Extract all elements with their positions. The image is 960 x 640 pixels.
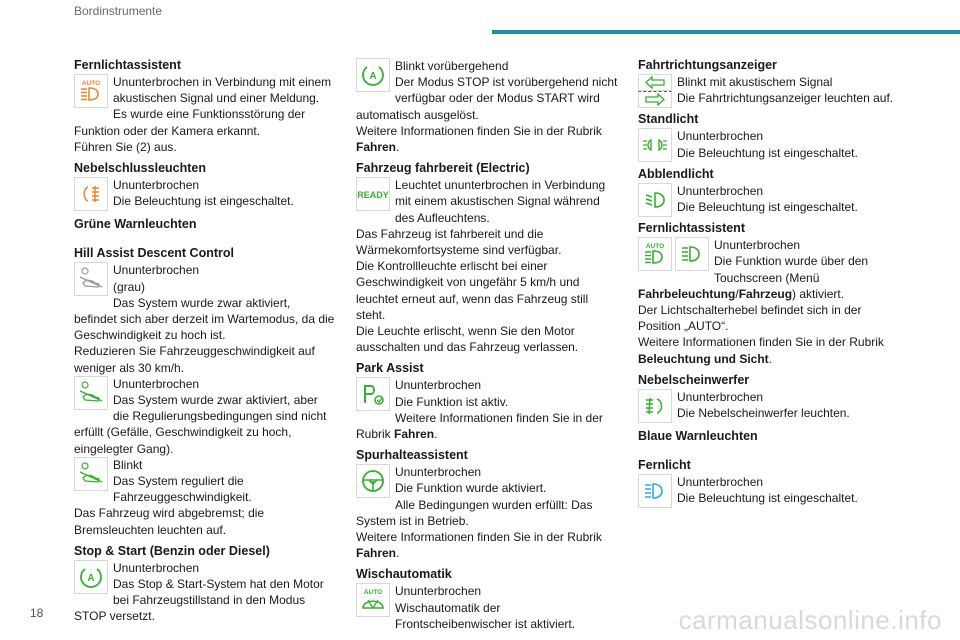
dipped-beam-icon bbox=[638, 183, 672, 217]
abblendlicht-heading: Abblendlicht bbox=[638, 166, 714, 181]
stopstart-entry bbox=[74, 560, 336, 625]
abblend-state: Ununterbrochen bbox=[677, 183, 764, 198]
stand-desc: Die Beleuchtung ist eingeschaltet. bbox=[677, 145, 858, 160]
nebelschlussleuchten-entry bbox=[74, 177, 336, 209]
standlicht-entry bbox=[638, 128, 900, 160]
hill-descent-icon bbox=[74, 262, 108, 296]
abblend-desc: Die Beleuchtung ist eingeschaltet. bbox=[677, 200, 858, 215]
nebelscheinwerfer-entry bbox=[638, 389, 900, 421]
park-assist-entry bbox=[356, 377, 618, 409]
svg-text:A: A bbox=[369, 71, 377, 82]
column-2 bbox=[356, 58, 618, 632]
turn-signal-icon bbox=[638, 74, 672, 91]
fernlicht-entry bbox=[638, 474, 900, 506]
column-3 bbox=[638, 58, 900, 509]
nebelschluss-desc: Die Beleuchtung ist eingeschaltet. bbox=[113, 194, 294, 209]
park-desc1: Die Funktion ist aktiv. bbox=[395, 394, 509, 409]
hadc1-desc2: Reduzieren Sie Fahrzeuggeschwindigkeit auf weniger als 30 km/h. bbox=[74, 344, 315, 375]
hadc3-desc2: Das Fahrzeug wird abgebremst; die Bremsleuchten leuchten auf. bbox=[74, 506, 265, 537]
park-desc2: Weitere Informationen finden Sie in der Rubrik Fahren. bbox=[356, 410, 603, 442]
fernlichtassistent-state: Ununterbrochen in Verbindung mit einem akustischen Signal und einer Meldung. bbox=[113, 75, 332, 106]
auto-wiper-icon bbox=[356, 583, 390, 617]
rear-fog-icon bbox=[74, 177, 108, 211]
fern-desc: Die Beleuchtung ist eingeschaltet. bbox=[677, 491, 858, 506]
wischautomatik-entry bbox=[356, 583, 618, 632]
stopstart-desc: Das Stop & Start-System hat den Motor bei Fahrzeugstillstand in den Modus STOP versetzt. bbox=[74, 577, 324, 624]
fahrtrichtungsanzeiger-entry bbox=[638, 74, 900, 106]
ready-heading: Fahrzeug fahrbereit (Electric) bbox=[356, 161, 530, 176]
spurhalteassistent-heading: Spurhalteassistent bbox=[356, 448, 468, 463]
fernlichtassistent-green-entry bbox=[638, 237, 900, 302]
spurhalteassistent-entry bbox=[356, 464, 618, 496]
fla-desc2: Der Lichtschalterhebel befindet sich in der Position „AUTO“. bbox=[638, 303, 862, 334]
hadc-entry-blink bbox=[74, 457, 336, 506]
fla-icons bbox=[638, 237, 709, 273]
svg-text:A: A bbox=[87, 572, 95, 584]
fla-desc1: Die Funktion wurde über den Touchscreen (Menü Fahrbeleuchtung/Fahrzeug) aktiviert. bbox=[638, 254, 869, 301]
hadc2-state: Ununterbrochen bbox=[113, 376, 200, 391]
fahrtrichtungsanzeiger-heading: Fahrtrichtungsanzeiger bbox=[638, 58, 777, 72]
abblendlicht-entry bbox=[638, 183, 900, 215]
section-header: Bordinstrumente bbox=[74, 4, 163, 18]
park-state: Ununterbrochen bbox=[395, 378, 482, 393]
nebelsch-state: Ununterbrochen bbox=[677, 389, 764, 404]
fla-state: Ununterbrochen bbox=[714, 238, 801, 253]
hadc-heading: Hill Assist Descent Control bbox=[74, 246, 234, 261]
front-fog-icon bbox=[638, 389, 672, 423]
ready-desc1: Das Fahrzeug ist fahrbereit und die Wärmekomfortsysteme sind verfügbar. bbox=[356, 226, 562, 258]
hadc-entry-grey bbox=[74, 262, 336, 294]
fla-desc3: Weitere Informationen finden Sie in der Rubrik Beleuchtung und Sicht. bbox=[638, 335, 884, 366]
turn-signal-icon-stack bbox=[638, 74, 672, 108]
side-lights-icon bbox=[638, 128, 672, 162]
nebelschlussleuchten-heading: Nebelschlussleuchten bbox=[74, 161, 206, 176]
svg-text:AUTO: AUTO bbox=[645, 243, 665, 251]
stopstart-state: Ununterbrochen bbox=[113, 560, 200, 575]
hadc1-sub: (grau) bbox=[113, 279, 146, 294]
fernlichtassistent-green-heading: Fernlichtassistent bbox=[638, 221, 745, 236]
park-assist-icon bbox=[356, 377, 390, 411]
auto-high-beam-icon bbox=[74, 74, 108, 108]
svg-text:READY: READY bbox=[357, 190, 389, 201]
column-1 bbox=[74, 58, 336, 625]
standlicht-heading: Standlicht bbox=[638, 112, 699, 127]
wischautomatik-heading: Wischautomatik bbox=[356, 567, 452, 582]
hadc1-state: Ununterbrochen bbox=[113, 263, 200, 278]
hadc1-desc1: Das System wurde zwar aktiviert, befindet sich aber derzeit im Wartemodus, da die Geschwindigkeit zu hoch ist. bbox=[74, 295, 335, 343]
fahrt-state: Blinkt mit akustischem Signal bbox=[677, 75, 833, 89]
blaue-warnleuchten-heading: Blaue Warnleuchten bbox=[638, 429, 758, 444]
fern-state: Ununterbrochen bbox=[677, 475, 764, 490]
nebelschluss-state: Ununterbrochen bbox=[113, 178, 200, 193]
ready-desc3: Die Leuchte erlischt, wenn Sie den Motor ausschalten und das Fahrzeug verlassen. bbox=[356, 324, 579, 355]
stop-blink-entry bbox=[356, 58, 618, 123]
header-accent-bar bbox=[492, 30, 960, 34]
stopstart-heading: Stop & Start (Benzin oder Diesel) bbox=[74, 543, 270, 558]
spur-state: Ununterbrochen bbox=[395, 465, 482, 480]
stop-blink-state: Blinkt vorübergehend bbox=[395, 59, 509, 73]
hill-descent-icon bbox=[74, 457, 108, 491]
ready-state: Leuchtet ununterbrochen in Verbindung mit einem akustischen Signal während des Aufleuchtens. bbox=[395, 178, 606, 225]
high-beam-icon bbox=[675, 237, 709, 271]
fernlicht-heading: Fernlicht bbox=[638, 458, 691, 473]
stop-blink-desc1: Der Modus STOP ist vorübergehend nicht verfügbar oder der Modus START wird automatisch ausgelöst. bbox=[356, 75, 618, 122]
page-number: 18 bbox=[30, 606, 44, 620]
stand-state: Ununterbrochen bbox=[677, 129, 764, 144]
hadc3-state: Blinkt bbox=[113, 457, 143, 472]
stop-start-icon bbox=[74, 560, 108, 594]
ready-desc2: Die Kontrollleuchte erlischt bei einer Geschwindigkeit von ungefähr 5 km/h und leuchtet erneut auf, wenn das Fahrzeug still steht. bbox=[356, 259, 589, 322]
high-beam-icon bbox=[638, 474, 672, 508]
svg-text:AUTO: AUTO bbox=[81, 80, 101, 87]
svg-text:AUTO: AUTO bbox=[363, 589, 383, 597]
stop-start-icon bbox=[356, 58, 390, 92]
ready-icon bbox=[356, 177, 390, 211]
hadc2-desc: Das System wurde zwar aktiviert, aber die Regulierungsbedingungen sind nicht erfüllt (Gefälle, Geschwindigkeit zu hoch, eingelegter Gang). bbox=[74, 393, 327, 456]
fernlichtassistent-desc2: Führen Sie (2) aus. bbox=[74, 139, 177, 154]
nebelscheinwerfer-heading: Nebelscheinwerfer bbox=[638, 372, 750, 387]
fahrt-desc: Die Fahrtrichtungsanzeiger leuchten auf. bbox=[677, 91, 894, 106]
fernlichtassistent-desc1: Es wurde eine Funktionsstörung der Funktion oder der Kamera erkannt. bbox=[74, 107, 306, 138]
stop-blink-desc2: Weitere Informationen finden Sie in der Rubrik Fahren. bbox=[356, 123, 602, 155]
wisch-state: Ununterbrochen bbox=[395, 584, 482, 599]
spur-desc1: Die Funktion wurde aktiviert. bbox=[395, 481, 547, 496]
park-assist-heading: Park Assist bbox=[356, 361, 424, 376]
fernlichtassistent-heading: Fernlichtassistent bbox=[74, 58, 181, 72]
turn-signal-icon bbox=[638, 91, 672, 108]
wisch-desc: Wischautomatik der Frontscheibenwischer ist aktiviert. bbox=[395, 600, 576, 631]
gruene-warnleuchten-heading: Grüne Warnleuchten bbox=[74, 217, 197, 232]
hadc-entry-green bbox=[74, 376, 336, 457]
fernlichtassistent-entry bbox=[74, 74, 336, 106]
nebelsch-desc: Die Nebelscheinwerfer leuchten. bbox=[677, 406, 850, 421]
spur-desc3: Weitere Informationen finden Sie in der Rubrik Fahren. bbox=[356, 530, 602, 561]
auto-high-beam-icon bbox=[638, 237, 672, 271]
watermark: carmanualsonline.info bbox=[678, 605, 942, 635]
spur-desc2: Alle Bedingungen wurden erfüllt: Das System ist in Betrieb. bbox=[356, 497, 593, 528]
hadc3-desc1: Das System reguliert die Fahrzeuggeschwindigkeit. bbox=[113, 474, 252, 505]
hill-descent-icon bbox=[74, 376, 108, 410]
lane-keeping-icon bbox=[356, 464, 390, 498]
ready-entry bbox=[356, 177, 618, 226]
